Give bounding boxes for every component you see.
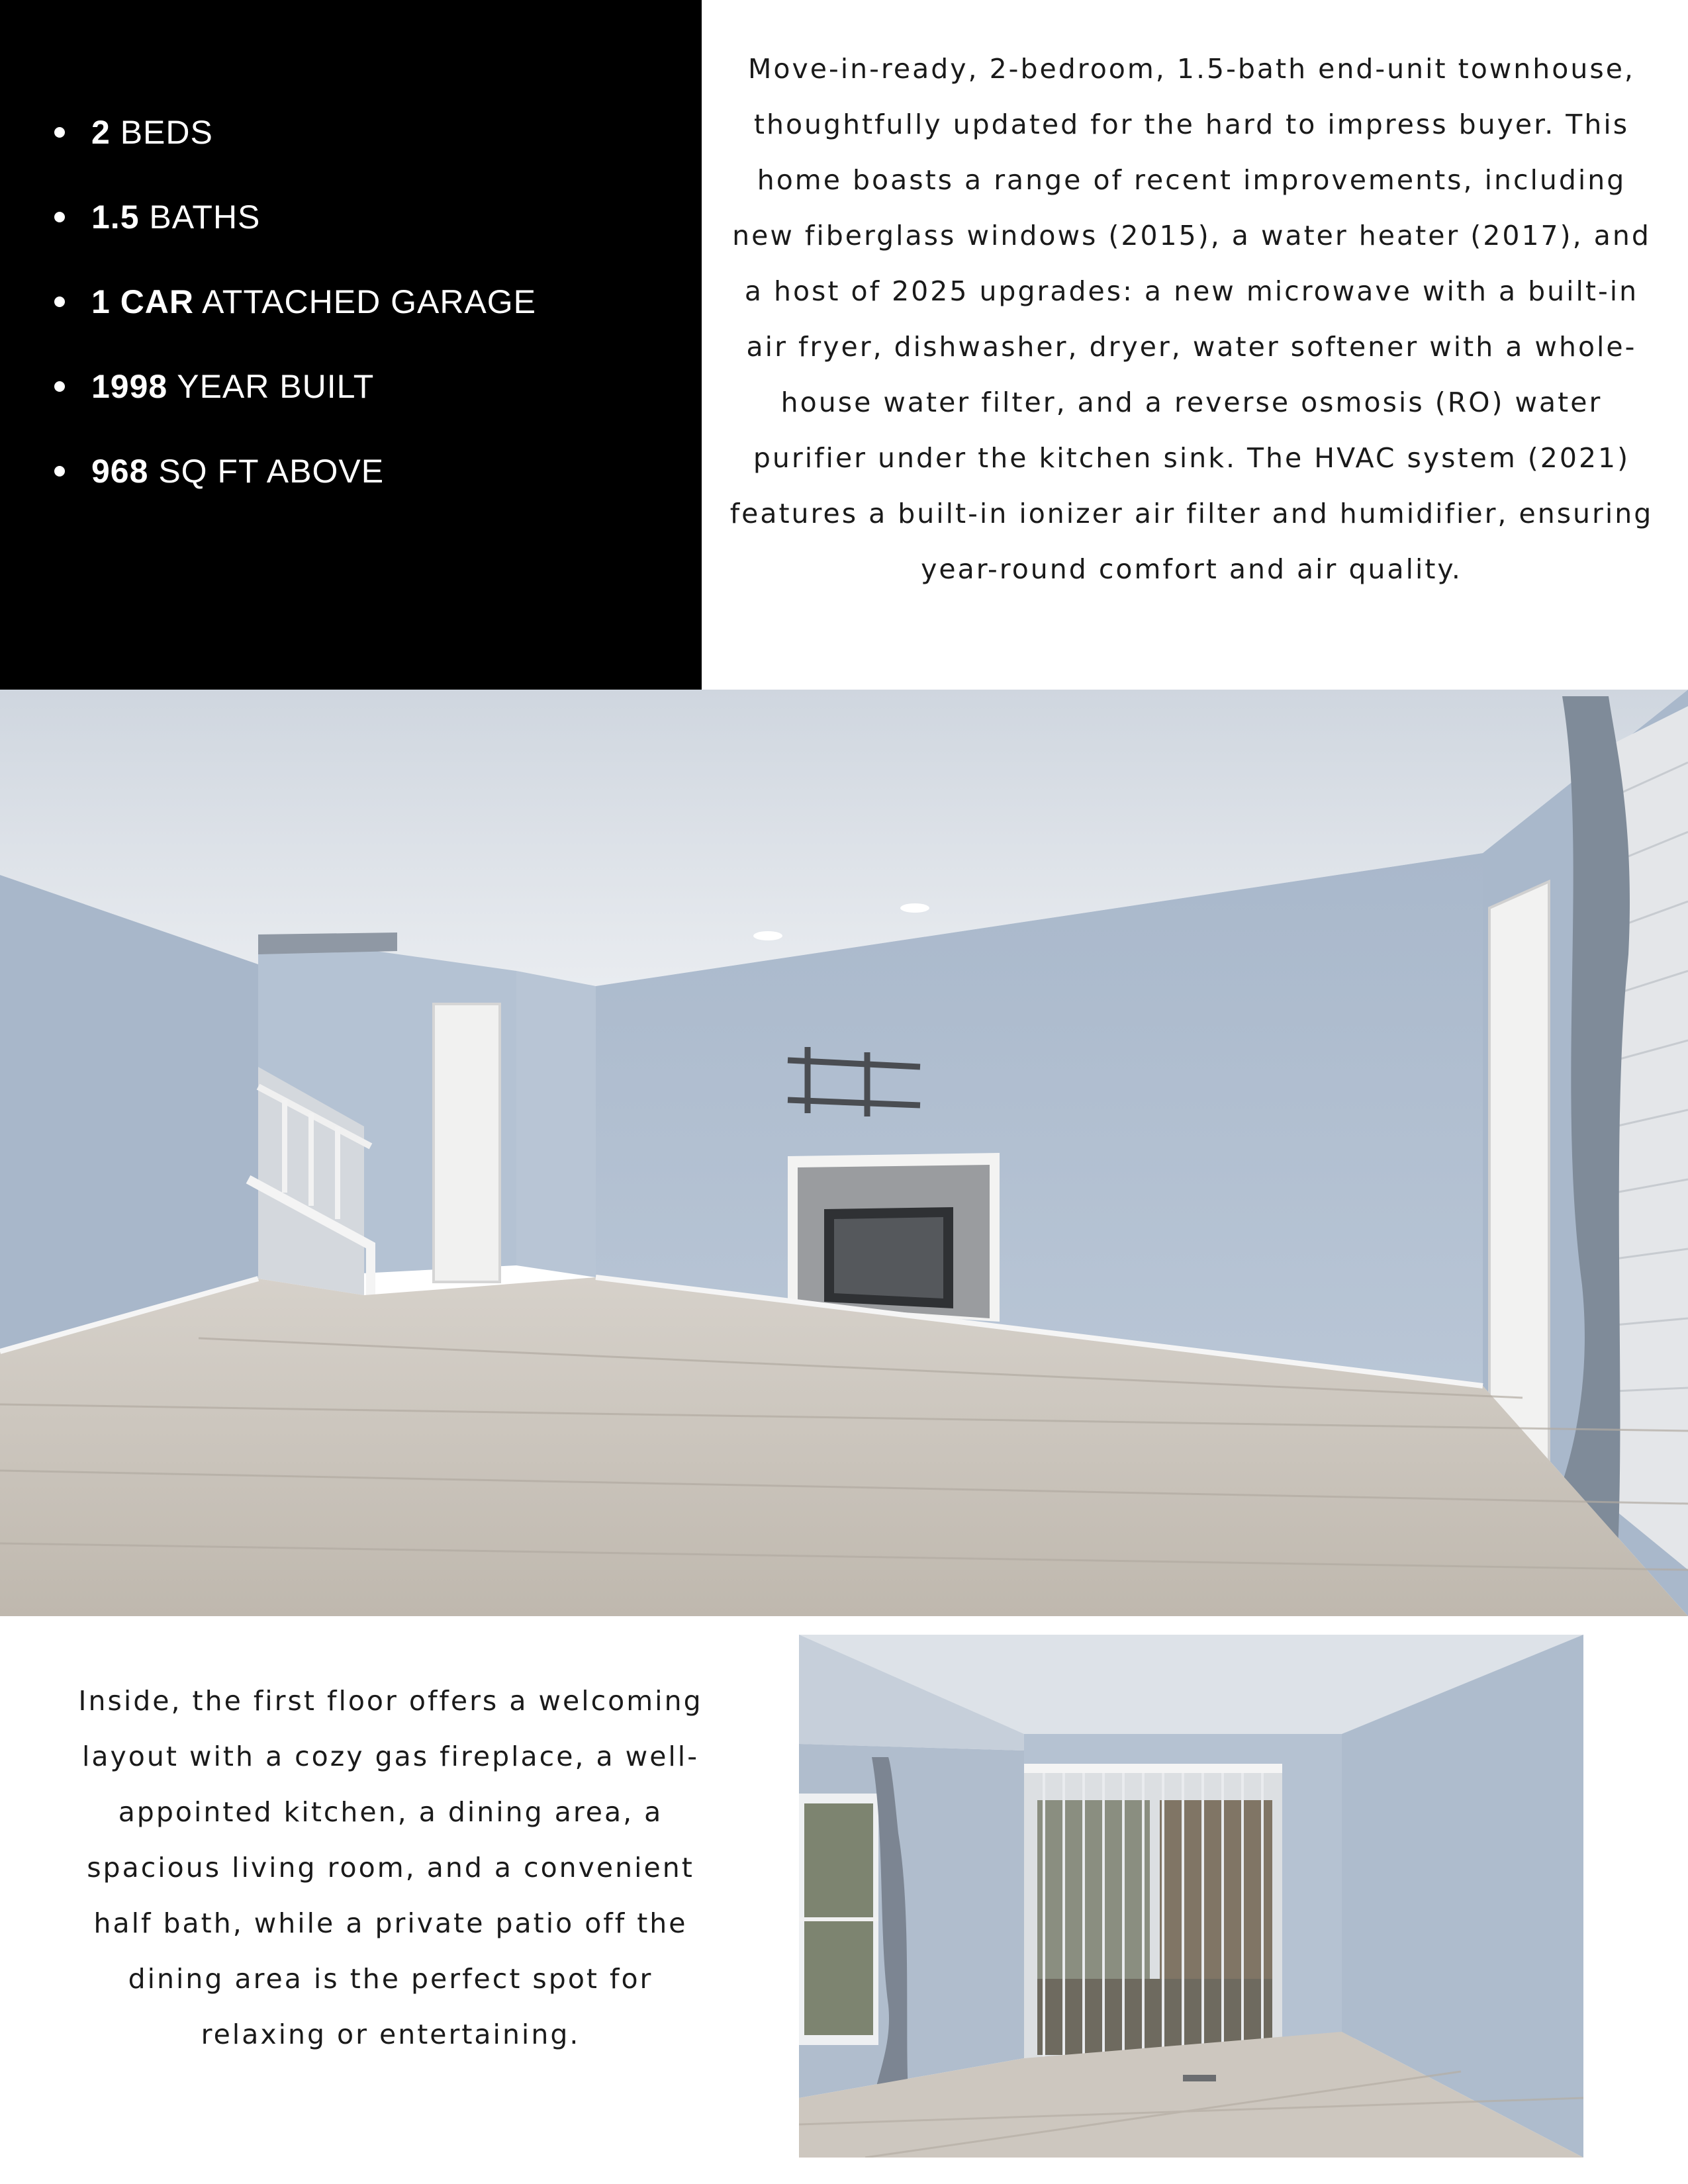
- feature-baths: 1.5 BATHS: [53, 197, 536, 282]
- bullet-icon: [54, 296, 65, 307]
- bullet-icon: [54, 127, 65, 138]
- feature-year-built: 1998 YEAR BUILT: [53, 367, 536, 451]
- bullet-icon: [54, 381, 65, 392]
- features-panel: [0, 0, 702, 690]
- bullet-icon: [54, 466, 65, 477]
- feature-sqft: 968 SQ FT ABOVE: [53, 451, 536, 536]
- first-floor-description: Inside, the first floor offers a welcoming layout with a cozy gas fireplace, a well-appointed kitchen, a dining area, a spacious living room, and a convenient half bath, while a private patio off the dining area is the perfect spot for relaxing or entertaining.: [78, 1685, 703, 2050]
- feature-garage: 1 CAR ATTACHED GARAGE: [53, 282, 536, 367]
- features-list: [53, 113, 536, 536]
- feature-beds: 2 BEDS: [53, 113, 536, 197]
- bullet-icon: [54, 212, 65, 222]
- intro-description: Move-in-ready, 2-bedroom, 1.5-bath end-unit townhouse, thoughtfully updated for the hard to impress buyer. This home boasts a range of recent improvements, including new fiberglass windows (2015), a water heater (2017), and a host of 2025 upgrades: a new microwave with a built-in air fryer, dishwasher, dryer, water softener with a whole-house water filter, and a reverse osmosis (RO) water purifier under the kitchen sink. The HVAC system (2021) features a built-in ionizer air filter and humidifier, ensuring year-round comfort and air quality.: [729, 53, 1654, 585]
- living-room-photo: [0, 690, 1688, 1616]
- dining-area-photo: [799, 1635, 1583, 2158]
